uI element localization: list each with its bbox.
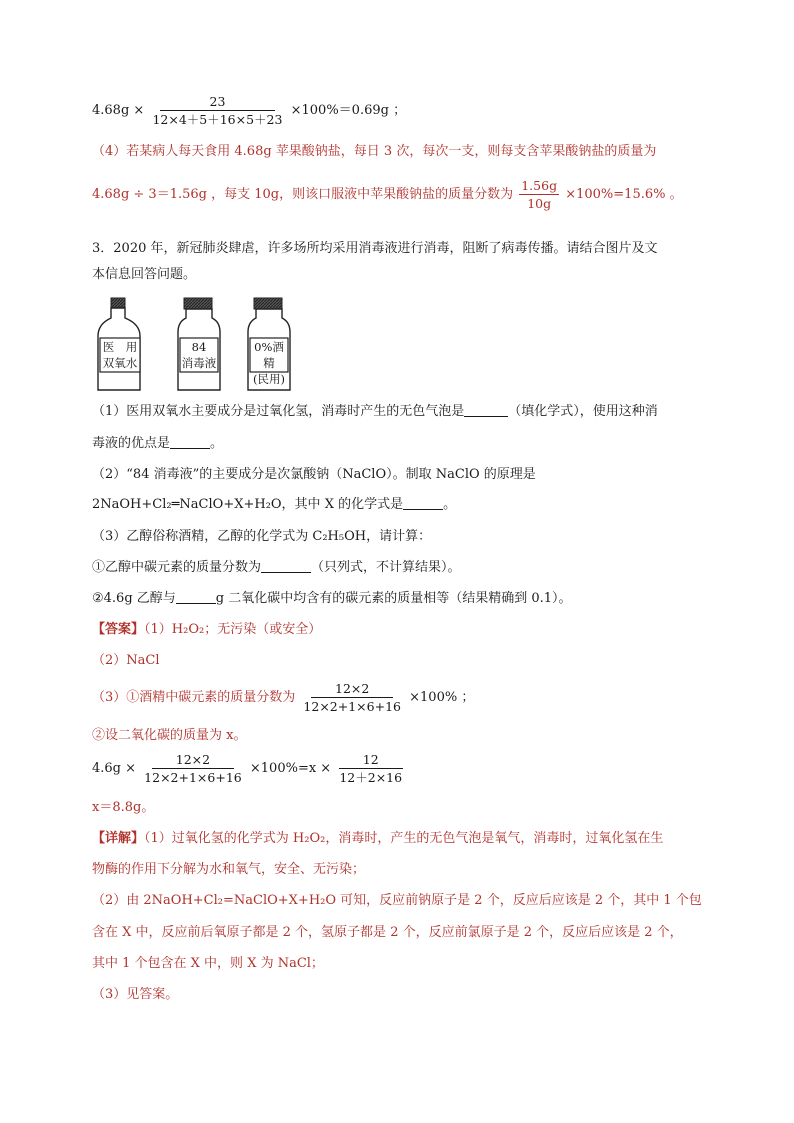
fraction-numerator: 12: [339, 752, 403, 769]
eq-left: 4.6g ×: [92, 761, 137, 776]
q2-end: 。: [443, 497, 457, 512]
q3-1-text-a: ①乙醇中碳元素的质量分数为: [92, 560, 262, 575]
question3-line1: 3．2020 年，新冠肺炎肆虐，许多场所均采用消毒液进行消毒，阻断了病毒传播。请结合图片及文: [92, 241, 658, 256]
question3-line2: 本信息回答问题。: [92, 267, 197, 282]
q3-1-text-b: （只列式，不计算结果）。: [311, 560, 461, 575]
q3-line2: [92, 559, 461, 577]
answer-line2: （2）NaCl: [92, 653, 160, 668]
calc-line-1: [92, 94, 406, 127]
fraction-denominator: 12＋2×16: [339, 770, 403, 785]
bottle3-label-top: 0%酒精: [254, 340, 284, 370]
answer-line4: ②设二氧化碳的质量为 x。: [92, 728, 247, 743]
q3-2-text-a: ②4.6g 乙醇与: [92, 591, 176, 606]
q3-2-text-b: g 二氧化碳中均含有的碳元素的质量相等（结果精确到 0.1）。: [215, 591, 572, 606]
fraction: [337, 752, 404, 785]
detail-line6: （3）见答案。: [92, 987, 179, 1002]
eq-mid: ×100%=x ×: [249, 761, 332, 776]
fraction: [150, 94, 284, 127]
bottle2-label-bottom: 消毒液: [181, 356, 217, 370]
answer-equation: [92, 752, 406, 785]
fraction: [301, 681, 403, 714]
q4-calc-a: 4.68g ÷ 3＝1.56g ，每支 10g，则该口服液中苹果酸钠盐的质量分数为: [92, 187, 514, 202]
fraction-denominator: 12×2+1×6+16: [144, 770, 242, 785]
bottle3-label-bottom: (民用): [253, 372, 285, 386]
q1-line1: [92, 403, 658, 421]
fraction-numerator: 1.56g: [521, 178, 558, 193]
calc-right: ×100%＝0.69g ；: [290, 103, 407, 118]
q4-text: （4）若某病人每天食用 4.68g 苹果酸钠盐，每日 3 次，每次一支，则每支含苹果酸钠盐的质量为: [92, 144, 657, 159]
answer-blank: [403, 509, 443, 510]
detail-line1: [92, 830, 663, 848]
bottle2-label: [179, 339, 219, 371]
fraction-numerator: 12×2: [311, 681, 393, 698]
fraction-numerator: 23: [160, 94, 276, 111]
calc-left: 4.68g ×: [92, 103, 145, 118]
bottle3-label: [249, 339, 289, 387]
q2-line1: （2）“84 消毒液”的主要成分是次氯酸钠（NaClO）。制取 NaClO 的原理是: [92, 467, 536, 482]
answer-3-prefix: （3）①酒精中碳元素的质量分数为: [92, 690, 296, 705]
answer-blank: [170, 448, 210, 449]
detail-line3: （2）由 2NaOH+Cl₂=NaClO+X+H₂O 可知，反应前钠原子是 2 个，反应后应该是 2 个，其中 1 个包: [92, 893, 702, 908]
answer-blank: [176, 603, 216, 604]
q4-calc-b: ×100%=15.6% 。: [565, 187, 683, 202]
fraction-denominator: 10g: [527, 196, 552, 211]
q4-calc: [92, 178, 683, 211]
answer-blank: [261, 572, 311, 573]
bottle1-label: [100, 339, 140, 371]
q1-text-d: 。: [210, 436, 224, 451]
q1-line2: [92, 435, 223, 453]
detail-line4: 含在 X 中，反应前后氧原子都是 2 个，氢原子都是 2 个，反应前氯原子是 2 个，反应后应该是 2 个，: [92, 925, 683, 940]
answer-1: （1）H₂O₂；无污染（或安全）: [144, 622, 322, 637]
q2-line2: [92, 496, 456, 514]
answer-3-suffix: ×100% ；: [409, 690, 475, 705]
answer-tag: 【答案】: [92, 622, 145, 637]
q3-line1: （3）乙醇俗称酒精，乙醇的化学式为 C₂H₅OH，请计算：: [92, 529, 432, 544]
detail-line5: 其中 1 个包含在 X 中，则 X 为 NaCl；: [92, 956, 324, 971]
q3-line3: [92, 590, 572, 608]
fraction-denominator: 12×4＋5＋16×5＋23: [152, 112, 283, 127]
answer-result: x＝8.8g。: [92, 800, 155, 815]
detail-1a: （1）过氧化氢的化学式为 H₂O₂，消毒时，产生的无色气泡是氧气，消毒时，过氧化氢在生: [144, 831, 664, 846]
q1-text-a: （1）医用双氧水主要成分是过氧化氢，消毒时产生的无色气泡是: [92, 404, 465, 419]
detail-line2: 物酶的作用下分解为水和氧气，安全、无污染；: [92, 862, 366, 877]
fraction: [142, 752, 244, 785]
fraction: [519, 178, 559, 211]
q1-text-b: （填化学式），使用这种消: [508, 404, 658, 419]
answer-line1: [92, 621, 321, 639]
q2-equation: 2NaOH+Cl₂═NaClO+X+H₂O，其中 X 的化学式是: [92, 497, 404, 512]
answer-line3: [92, 681, 474, 714]
fraction-denominator: 12×2+1×6+16: [303, 699, 401, 714]
detail-tag: 【详解】: [92, 831, 145, 846]
answer-blank: [464, 416, 508, 417]
q1-text-c: 毒液的优点是: [92, 436, 171, 451]
bottle1-label-bottom: 双氧水: [102, 356, 138, 370]
bottle1-label-top: 医 用: [102, 340, 138, 354]
bottle2-label-top: 84: [191, 340, 207, 354]
fraction-numerator: 12×2: [152, 752, 234, 769]
